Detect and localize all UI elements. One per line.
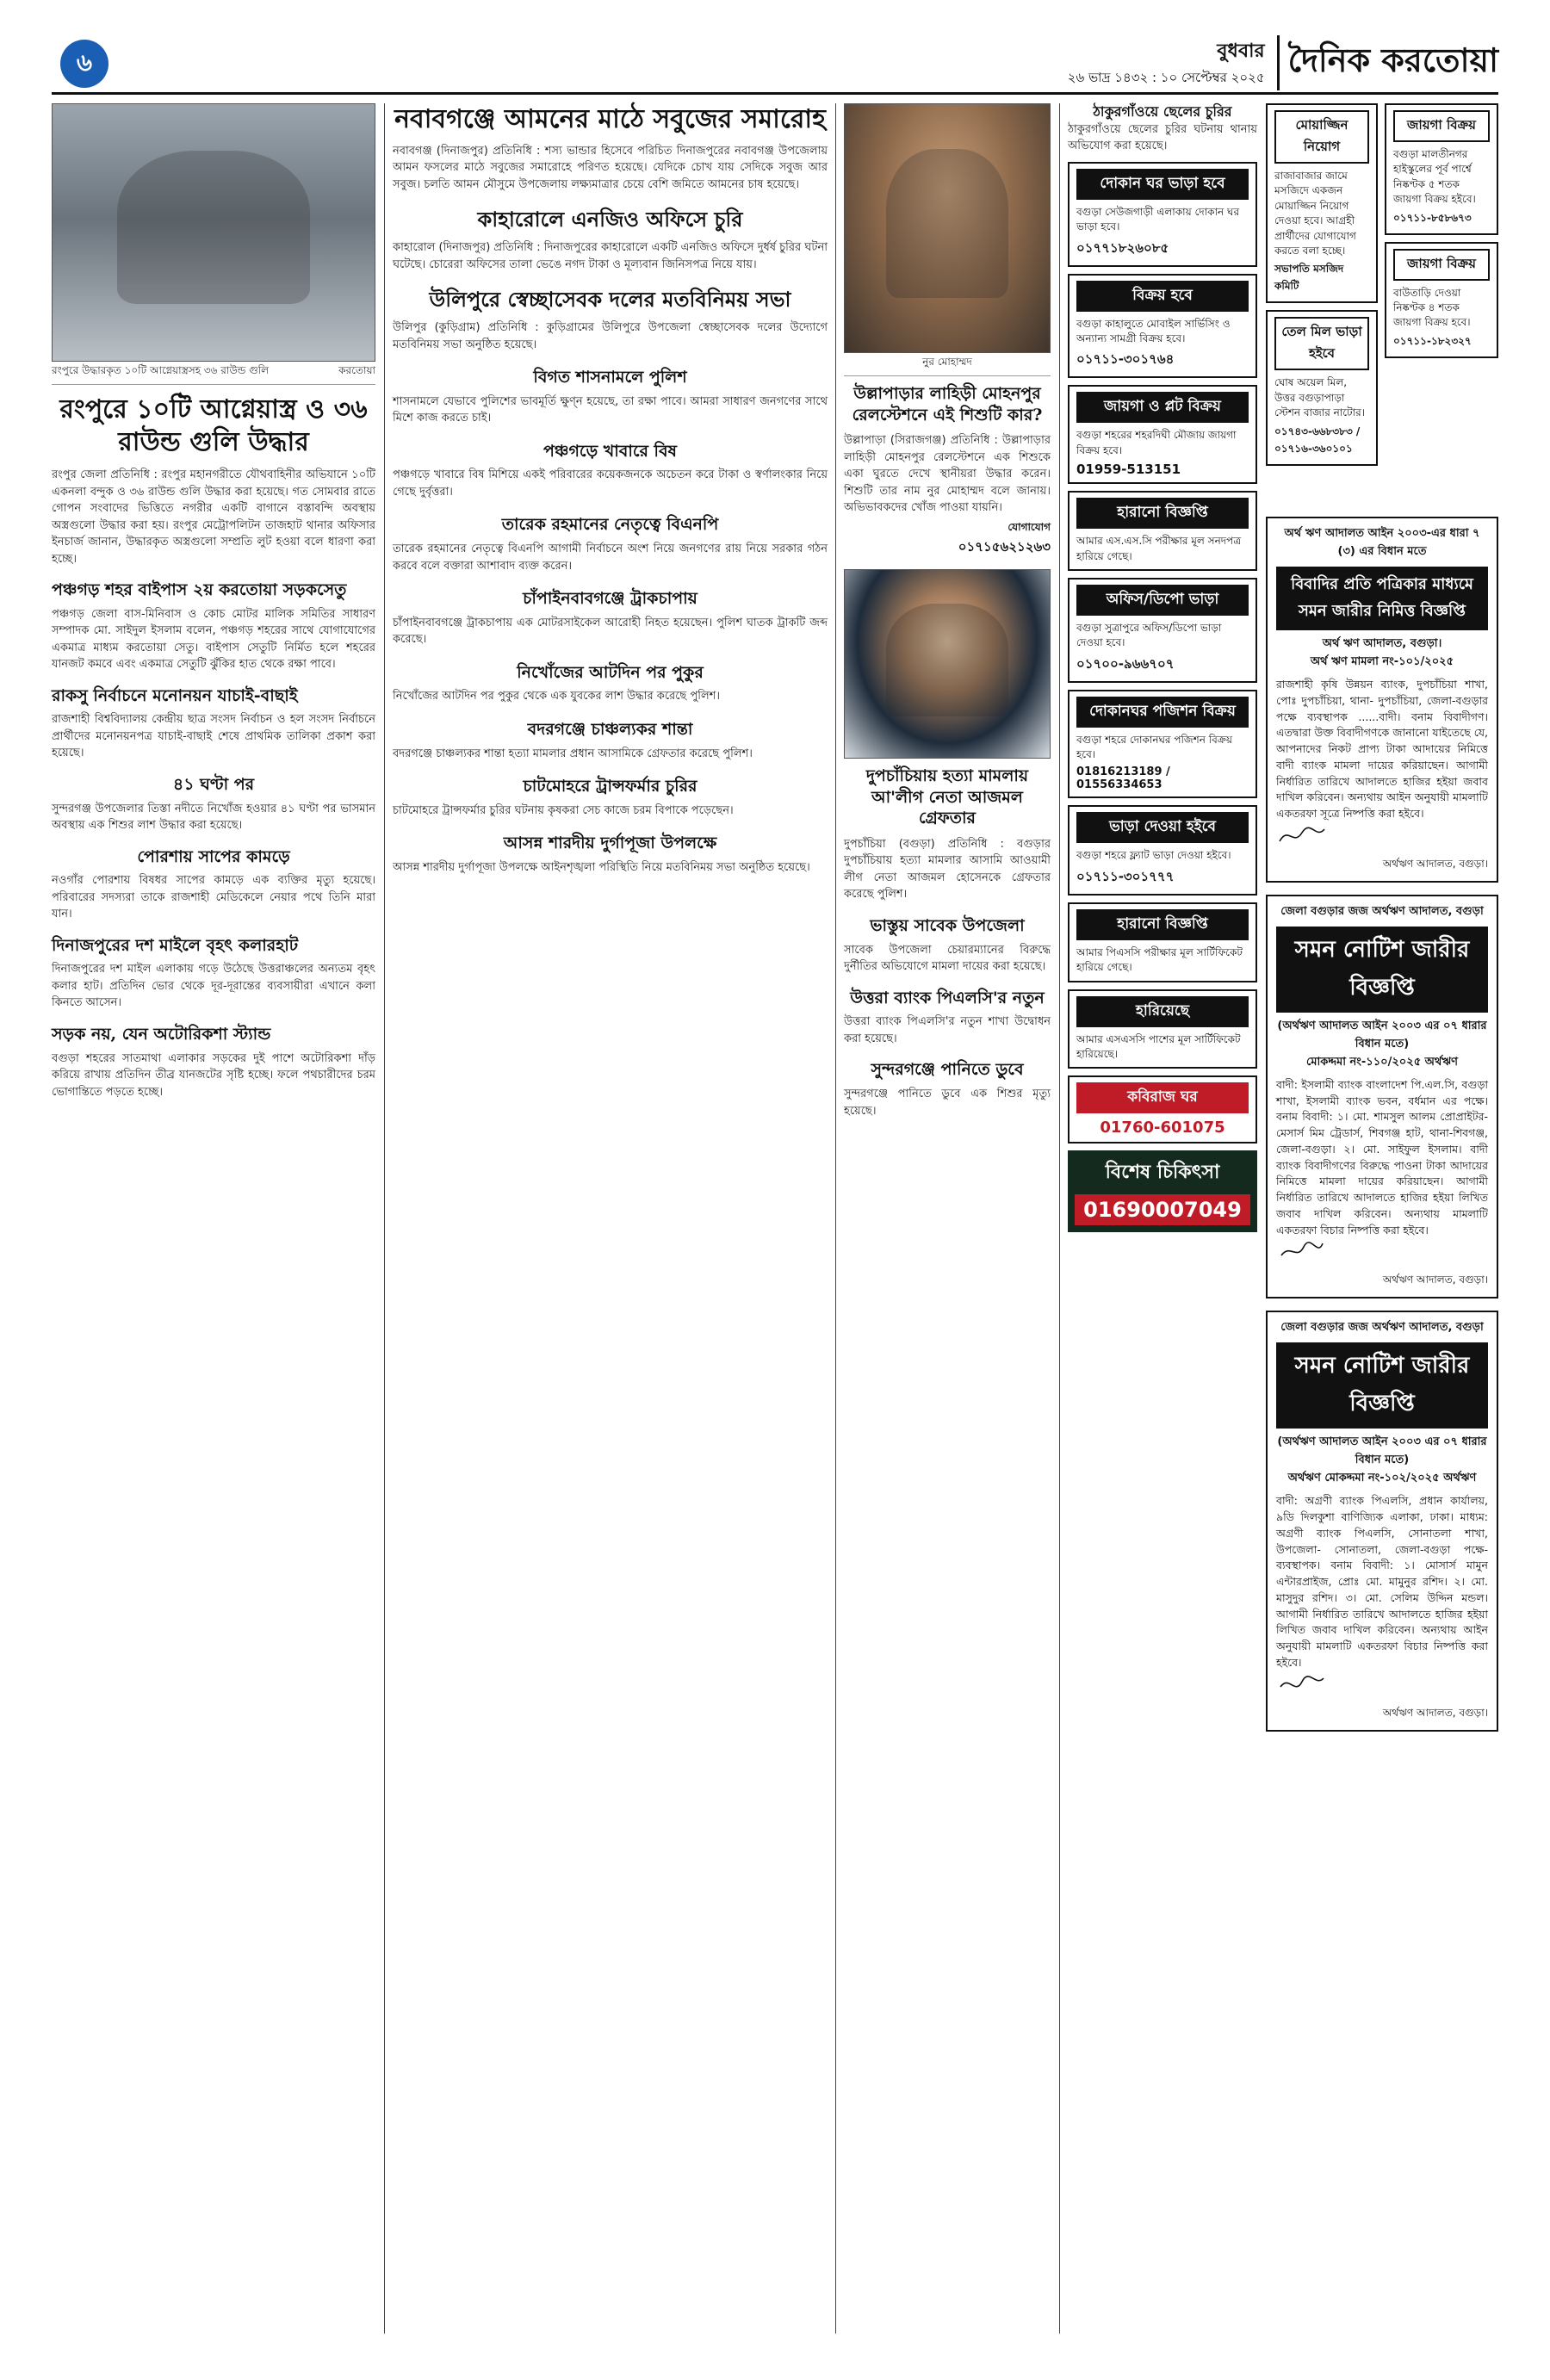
signature-icon — [1276, 1238, 1328, 1264]
contact-phone: ০১৭১৫৬২১২৬৩ — [958, 538, 1051, 555]
article-headline: বিগত শাসনামলে পুলিশ — [533, 368, 687, 387]
classified-ad: হারিয়েছে আমার এসএসসি পাশের মূল সার্টিফিকেট হারিয়েছে। — [1068, 989, 1257, 1069]
article-headline: নিখোঁজের আটদিন পর পুকুর — [517, 662, 704, 682]
page-number-badge: ৬ — [60, 40, 108, 88]
article-body: বদরগঞ্জে চাঞ্চল্যকর শান্তা হত্যা মামলার প্রধান আসামিকে গ্রেফতার করেছে পুলিশ। — [393, 747, 753, 760]
article-body: নওগাঁর পোরশায় বিষধর সাপের কামড়ে এক ব্যক্তির মৃত্যু হয়েছে। পরিবারের সদস্যরা তাকে রাজশাহী মেডিকেলে নেয়ার পথে তিনি মারা যান। — [52, 874, 375, 921]
article-body: রাজশাহী বিশ্ববিদ্যালয় কেন্দ্রীয় ছাত্র সংসদ নির্বাচন ও হল সংসদ নির্বাচনে প্রার্থীদের মনোনয়নপত্র যাচাই-বাছাই শেষে প্রাথমিক তালিকা প্রকাশ করা হয়েছে। — [52, 713, 375, 760]
article-body: ঠাকুরগাঁওয়ে ছেলের চুরির ঘটনায় থানায় অভিযোগ করা হয়েছে। — [1068, 122, 1257, 153]
article-body: উলিপুর (কুড়িগ্রাম) প্রতিনিধি : কুড়িগ্রামের উলিপুরে উপজেলা স্বেচ্ছাসেবক দলের উদ্যোগে মতবিনিময় সভা অনুষ্ঠিত হয়েছে। — [393, 321, 828, 351]
signature-icon — [1276, 1671, 1328, 1697]
contact-label: যোগাযোগ — [1008, 520, 1051, 533]
legal-notice-1: অর্থ ঋণ আদালত আইন ২০০৩-এর ধারা ৭ (৩) এর বিধান মতে বিবাদির প্রতি পত্রিকার মাধ্যমে সমন জারীর নিমিত্ত বিজ্ঞপ্তি অর্থ ঋণ আদালত, বগুড়া। অর্থ ঋণ মামলা নং-১০১/২০২৫ রাজশাহী কৃষি উন্নয়ন ব্যাংক, দুপচাঁচিয়া শাখা, পোঃ দুপচাঁচিয়া, থানা- দুপচাঁচিয়া, জেলা-বগুড়ার পক্ষে ব্যবস্থাপক ......বাদী। বনাম বিবাদীগণ। এতদ্বারা উক্ত বিবাদীগণকে জানানো যাইতেছে যে, আপনাদের নিকট প্রাপ্য টাকা আদায়ের নিমিত্তে বাদী ব্যাংক মামলা দায়ের করিয়াছেন। আগামী নির্ধারিত তারিখে আদালতে হাজির হইয়া জবাব দাখিল করিবেন। অন্যথায় আইন অনুযায়ী মামলাটি একতরফা সূত্রে নিষ্পত্তি করা হইবে। অর্থঋণ আদালত, বগুড়া। — [1266, 517, 1498, 883]
legal-notice-3: জেলা বগুড়ার জজ অর্থঋণ আদালত, বগুড়া সমন নোটিশ জারীর বিজ্ঞপ্তি (অর্থঋণ আদালত আইন ২০০৩ এর ০৭ ধারার বিধান মতে) অর্থঋণ মোকদ্দমা নং-১০২/২০২৫ অর্থঋণ বাদী: অগ্রণী ব্যাংক পিএলসি, প্রধান কার্যালয়, ৯ডি দিলকুশা বাণিজ্যিক এলাকা, ঢাকা। মাধ্যম: অগ্রণী ব্যাংক পিএলসি, সোনাতলা শাখা, উপজেলা- সোনাতলা, জেলা-বগুড়া পক্ষে-ব্যবস্থাপক। বনাম বিবাদী: ১। মোসার্স মামুন এন্টারপ্রাইজ, প্রোঃ মো. মামুনুর রশিদ। ২। মো. মাসুদুর রশিদ। ৩। মো. সেলিম উদ্দিন মন্ডল। আগামী নির্ধারিত তারিখে আদালতে হাজির হইয়া লিখিত জবাব দাখিল করিবেন। অন্যথায় আইন অনুযায়ী মামলাটি একতরফা বিচার নিষ্পত্তি করা হইবে। অর্থঋণ আদালত, বগুড়া। — [1266, 1311, 1498, 1731]
column-1 — [52, 103, 375, 1104]
masthead-date: ২৬ ভাদ্র ১৪৩২ : ১০ সেপ্টেম্বর ২০২৫ — [1067, 70, 1265, 85]
column-5-ads — [1266, 103, 1378, 466]
article-headline: দিনাজপুরের দশ মাইলে বৃহৎ কলারহাট — [52, 935, 299, 955]
article-body: সুন্দরগঞ্জে পানিতে ডুবে এক শিশুর মৃত্যু হয়েছে। — [844, 1088, 1051, 1118]
article-headline: পঞ্চগড় শহর বাইপাস ২য় করতোয়া সড়কসেতু — [52, 580, 347, 599]
article-body: চাঁপাইনবাবগঞ্জে ট্রাকচাপায় এক মোটরসাইকেল আরোহী নিহত হয়েছেন। পুলিশ ঘাতক ট্রাকটি জব্দ করেছে। — [393, 616, 828, 647]
classified-ad: মোয়াজ্জিন নিয়োগ রাজাবাজার জামে মসজিদে একজন মোয়াজ্জিন নিয়োগ দেওয়া হবে। আগ্রহী প্রার্থীদের যোগাযোগ করতে বলা হচ্ছে। সভাপতি মসজিদ কমিটি — [1266, 103, 1378, 303]
article-body: নিখোঁজের আটদিন পর পুকুর থেকে এক যুবকের লাশ উদ্ধার করেছে পুলিশ। — [393, 690, 720, 703]
signature-icon — [1276, 822, 1328, 848]
article-headline: পঞ্চগড়ে খাবারে বিষ — [542, 441, 678, 461]
masthead-day: বুধবার — [1217, 40, 1265, 62]
article-body: কাহারোল (দিনাজপুর) প্রতিনিধি : দিনাজপুরের কাহারোলে একটি এনজিও অফিসে দুর্ধর্ষ চুরির ঘটনা ঘটেছে। চোরেরা অফিসের তালা ভেঙে নগদ টাকা ও মূল্যবান জিনিসপত্র নিয়ে যায়। — [393, 241, 828, 271]
masthead — [52, 34, 1498, 95]
lead-headline: রংপুরে ১০টি আগ্নেয়াস্ত্র ও ৩৬ রাউন্ড গুলি উদ্ধার — [59, 394, 368, 457]
column-3 — [844, 103, 1051, 1123]
classified-ad: হারানো বিজ্ঞপ্তি আমার পিএসসি পরীক্ষার মূল সার্টিফিকেট হারিয়ে গেছে। — [1068, 902, 1257, 982]
article-headline: উল্লাপাড়ার লাহিড়ী মোহনপুর রেলস্টেশনে এই শিশুটি কার? — [852, 384, 1043, 425]
article-body: দিনাজপুরের দশ মাইল এলাকায় গড়ে উঠেছে উত্তরাঞ্চলের অন্যতম বৃহৎ কলার হাট। প্রতিদিন ভোর থেকে দূর-দূরান্তের ব্যবসায়ীরা এখানে কলা কিনতে আসেন। — [52, 963, 375, 1010]
article-headline: পোরশায় সাপের কামড়ে — [137, 846, 290, 866]
column-rule — [384, 103, 385, 2334]
legal-notice-2: জেলা বগুড়ার জজ অর্থঋণ আদালত, বগুড়া সমন নোটিশ জারীর বিজ্ঞপ্তি (অর্থঋণ আদালত আইন ২০০৩ এর ০৭ ধারার বিধান মতে) মোকদ্দমা নং-১১০/২০২৫ অর্থঋণ বাদী: ইসলামী ব্যাংক বাংলাদেশ পি.এল.সি, বগুড়া শাখা, ইসলামী ব্যাংক ভবন, বর্ধমান এর পক্ষে। বনাম বিবাদী: ১। মো. শামসুল আলম প্রোপ্রাইটর-মেসার্স মিম ট্রেডার্স, শিবগঞ্জ হাট, থানা-শিবগঞ্জ, জেলা-বগুড়া। ২। মো. সাইফুল ইসলাম। বাদী ব্যাংক বিবাদীগণের বিরুদ্ধে পাওনা টাকা আদায়ের নিমিত্তে মামলা দায়ের করিয়াছেন। আগামী নির্ধারিত তারিখে আদালতে হাজির হইয়া লিখিত জবাব দাখিল করিবেন। অন্যথায় মামলাটি একতরফা বিচার নিষ্পত্তি করা হইবে। অর্থঋণ আদালত, বগুড়া। — [1266, 895, 1498, 1299]
news-photo-child — [844, 103, 1051, 353]
article-headline: চাঁপাইনবাবগঞ্জে ট্রাকচাপায় — [523, 589, 698, 609]
article-headline: উত্তরা ব্যাংক পিএলসি'র নতুন — [850, 988, 1045, 1007]
classified-ad: দোকান ঘর ভাড়া হবে বগুড়া সেউজগাড়ী এলাকায় দোকান ঘর ভাড়া হবে। ০১৭৭১৮২৬০৮৫ — [1068, 162, 1257, 267]
article-headline: সড়ক নয়, যেন অটোরিকশা স্ট্যান্ড — [52, 1024, 271, 1044]
article-body: শাসনামলে যেভাবে পুলিশের ভাবমূর্তি ক্ষুণ্ন হয়েছে, তা রক্ষা পাবে। আমরা সাধারণ জনগণের সাথে মিশে কাজ করতে চাই। — [393, 394, 828, 425]
photo-caption: রংপুরে উদ্ধারকৃত ১০টি আগ্নেয়াস্ত্রসহ ৩৬ রাউন্ড গুলি করতোয়া — [52, 362, 375, 385]
article-body: দুপচাঁচিয়া (বগুড়া) প্রতিনিধি : বগুড়ার দুপচাঁচিয়ায় হত্যা মামলার আসামি আওয়ামী লীগ নেতা আজমল হোসেনকে গ্রেফতার করেছে পুলিশ। — [844, 837, 1051, 902]
article-body: চাটমোহরে ট্রান্সফর্মার চুরির ঘটনায় কৃষকরা সেচ কাজে চরম বিপাকে পড়েছেন। — [393, 803, 734, 817]
dark-display-ad: বিশেষ চিকিৎসা 01690007049 — [1068, 1150, 1257, 1232]
article-headline: চাটমোহরে ট্রান্সফর্মার চুরির — [523, 777, 698, 796]
news-photo-weapons — [52, 103, 375, 362]
article-body: পঞ্চগড় জেলা বাস-মিনিবাস ও কোচ মোটর মালিক সমিতির সাধারণ সম্পাদক মো. সাইদুল ইসলাম বলেন, পঞ্চগড় শহরের সাথে যোগাযোগের একমাত্র মাধ্যম করতোয়া সেতু। বাইপাস সেতুটি নির্মিত হলে শহরের যানজট কমবে এবং একমাত্র সেতুটি ঝুঁকির হাত থেকে রক্ষা পাবে। — [52, 607, 375, 672]
article-headline: কাহারোলে এনজিও অফিসে চুরি — [477, 207, 743, 232]
classified-ad: দোকানঘর পজিশন বিক্রয় বগুড়া শহরে দোকানঘর পজিশন বিক্রয় হবে। 01816213189 / 01556334653 — [1068, 690, 1257, 799]
classified-ad: জায়গা বিক্রয় বগুড়া মালতীনগর হাইস্কুলের পূর্ব পার্শ্বে নিষ্কণ্টক ৫ শতক জায়গা বিক্রয় হইবে। ০১৭১১-৮৫৮৬৭৩ — [1385, 103, 1498, 235]
classified-ad: ভাড়া দেওয়া হইবে বগুড়া শহরে ফ্ল্যাট ভাড়া দেওয়া হইবে। ০১৭১১-৩০১৭৭৭ — [1068, 805, 1257, 895]
article-headline: বদরগঞ্জে চাঞ্চল্যকর শান্তা — [527, 719, 693, 739]
article-headline: তারেক রহমানের নেতৃত্বে বিএনপি — [501, 515, 719, 535]
article-body: পঞ্চগড়ে খাবারে বিষ মিশিয়ে একই পরিবারের কয়েকজনকে অচেতন করে টাকা ও স্বর্ণালংকার নিয়ে গেছে দুর্বৃত্তরা। — [393, 468, 828, 499]
article-headline: ঠাকুরগাঁওয়ে ছেলের চুরির — [1093, 103, 1232, 120]
masthead-right — [1068, 34, 1498, 91]
article-body: নবাবগঞ্জ (দিনাজপুর) প্রতিনিধি : শস্য ভান্ডার হিসেবে পরিচিত দিনাজপুরের নবাবগঞ্জ উপজেলায় আমন ফসলের মাঠে সবুজের সমারোহে পরিণত হয়েছে। যেদিকে চোখ যায় সেদিকে সবুজ আর সবুজ। চলতি আমন মৌসুমে উপজেলায় লক্ষ্যমাত্রার চেয়ে বেশি জমিতে আমনের চাষ হয়েছে। — [393, 144, 828, 191]
article-body: উল্লাপাড়া (সিরাজগঞ্জ) প্রতিনিধি : উল্লাপাড়ার লাহিড়ী মোহনপুর রেলস্টেশনে এক শিশুকে একা ঘুরতে দেখে স্থানীয়রা উদ্ধার করেন। শিশুটি তার নাম নুর মোহাম্মদ বলে জানায়। অভিভাবকদের খোঁজ পাওয়া যায়নি। — [844, 434, 1051, 515]
legal-notices — [1266, 517, 1498, 1732]
article-body: সাবেক উপজেলা চেয়ারম্যানের বিরুদ্ধে দুর্নীতির অভিযোগে মামলা দায়ের করা হয়েছে। — [844, 943, 1051, 974]
article-headline: সুন্দরগঞ্জে পানিতে ডুবে — [871, 1060, 1024, 1080]
article-body: তারেক রহমানের নেতৃত্বে বিএনপি আগামী নির্বাচনে অংশ নিয়ে জনগণের রায় নিয়ে সরকার গঠন করবে বলে বক্তারা আশাবাদ ব্যক্ত করেন। — [393, 542, 828, 573]
article-headline: দুপচাঁচিয়ায় হত্যা মামলায় আ'লীগ নেতা আজমল গ্রেফতার — [865, 765, 1029, 828]
article-headline: উলিপুরে স্বেচ্ছাসেবক দলের মতবিনিময় সভা — [429, 287, 791, 312]
news-photo-portrait — [844, 569, 1051, 759]
article-body: বগুড়া শহরের সাতমাথা এলাকার সড়কের দুই পাশে অটোরিকশা দাঁড় করিয়ে রাখায় প্রতিদিন তীব্র যানজটের সৃষ্টি হচ্ছে। ফলে পথচারীদের চরম ভোগান্তিতে পড়তে হচ্ছে। — [52, 1051, 375, 1099]
newspaper-logo: দৈনিক করতোয়া — [1277, 35, 1498, 90]
article-headline: রাকসু নির্বাচনে মনোনয়ন যাচাই-বাছাই — [52, 685, 298, 705]
column-rule — [835, 103, 836, 2334]
column-6-ads — [1385, 103, 1498, 358]
classified-ad: জায়গা ও প্লট বিক্রয় বগুড়া শহরের শহরদিঘী মৌজায় জায়গা বিক্রয় হবে। 01959-513151 — [1068, 385, 1257, 484]
article-headline: আসন্ন শারদীয় দুর্গাপূজা উপলক্ষে — [503, 834, 717, 853]
classified-ad: তেল মিল ভাড়া হইবে ঘোষ অয়েল মিল, উত্তর বগুড়াপাড়া স্টেশন বাজার নাটোর। ০১৭৪৩-৬৬৮৩৮৩ / ০১৭১৬-৩৬০১০১ — [1266, 310, 1378, 465]
classified-ad: বিক্রয় হবে বগুড়া কাহালুতে মোবাইল সার্ভিসিং ও অন্যান্য সামগ্রী বিক্রয় হবে। ০১৭১১-৩০১৭৬৪ — [1068, 274, 1257, 379]
classified-ad: হারানো বিজ্ঞপ্তি আমার এস.এস.সি পরীক্ষার মূল সনদপত্র হারিয়ে গেছে। — [1068, 491, 1257, 571]
newspaper-page — [52, 34, 1498, 2342]
article-body: উত্তরা ব্যাংক পিএলসি'র নতুন শাখা উদ্বোধন করা হয়েছে। — [844, 1015, 1051, 1045]
column-rule — [1059, 103, 1060, 2334]
article-body: আসন্ন শারদীয় দুর্গাপূজা উপলক্ষে আইনশৃঙ্খলা পরিস্থিতি নিয়ে মতবিনিময় সভা অনুষ্ঠিত হয়েছে। — [393, 861, 810, 874]
article-body: সুন্দরগঞ্জ উপজেলার তিস্তা নদীতে নিখোঁজ হওয়ার ৪১ ঘণ্টা পর ভাসমান অবস্থায় এক শিশুর লাশ উদ্ধার করা হয়েছে। — [52, 802, 375, 833]
lead-article: রংপুর জেলা প্রতিনিধি : রংপুর মহানগরীতে যৌথবাহিনীর অভিযানে ১০টি একনলা বন্দুক ও ৩৬ রাউন্ড গুলি উদ্ধার করা হয়েছে। গত সোমবার রাতে গোপন সংবাদের ভিত্তিতে নগরীর একটি বাগানে বস্তাবন্দি অবস্থায় অস্ত্রগুলো উদ্ধার করা হয়। রংপুর মেট্রোপলিটন তাজহাট থানার অফিসার ইনচার্জ জানান, উদ্ধারকৃত অস্ত্রগুলো সম্প্রতি লুট হওয়া বলে ধারণা করা হচ্ছে। — [52, 468, 375, 566]
classified-ad: জায়গা বিক্রয় বাউতাড়ি দেওয়া নিষ্কণ্টক ৪ শতক জায়গা বিক্রয় হবে। ০১৭১১-১৮২৩২৭ — [1385, 242, 1498, 358]
classified-ad: অফিস/ডিপো ভাড়া বগুড়া সুত্রাপুরে অফিস/ডিপো ভাড়া দেওয়া হবে। ০১৭০০-৯৬৬৭০৭ — [1068, 578, 1257, 683]
column-4-classifieds — [1068, 103, 1257, 1232]
kobiraj-ad: কবিরাজ ঘর 01760-601075 — [1068, 1075, 1257, 1144]
column-2 — [393, 103, 828, 880]
article-headline: নবাবগঞ্জে আমনের মাঠে সবুজের সমারোহ — [394, 104, 826, 134]
article-headline: ৪১ ঘণ্টা পর — [172, 774, 255, 794]
photo-caption: নুর মোহাম্মদ — [844, 353, 1051, 376]
article-headline: ভাস্তুয় সাবেক উপজেলা — [870, 915, 1025, 935]
